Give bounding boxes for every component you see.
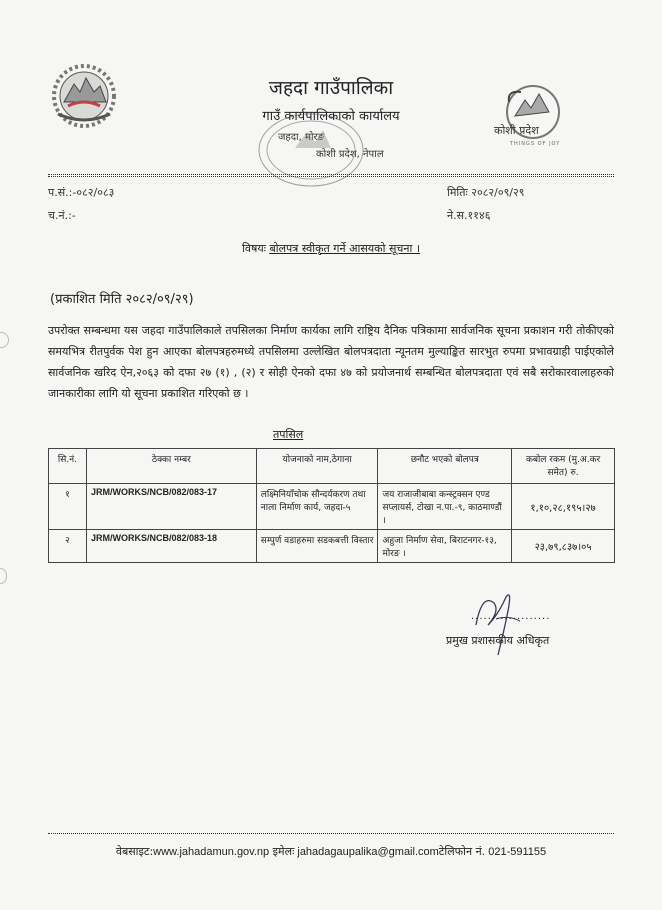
koshi-province-logo-icon [493, 82, 573, 150]
koshi-logo-subtext: THINGS OF JOY [510, 141, 561, 147]
footer-contact [0, 844, 662, 859]
header-amount: कबोल रकम (मु.अ.कर समेत) रु. [512, 449, 615, 484]
signature-line: ................... [471, 611, 551, 622]
row-contract: JRM/WORKS/NCB/082/083-17 [86, 484, 256, 530]
header-divider-secondary [48, 176, 614, 177]
paper-fold-mark [0, 568, 7, 584]
row-project: सम्पुर्ण वडाहरुमा सडकबत्ती विस्तार [256, 530, 378, 563]
row-contract: JRM/WORKS/NCB/082/083-18 [86, 530, 256, 563]
municipality-name: जहदा गाउँपालिका [268, 77, 394, 99]
subject-prefix: विषयः [242, 242, 266, 255]
table-row [49, 484, 615, 530]
office-address: जहदा, मोरङ [278, 132, 325, 143]
email-link[interactable]: jahadagaupalika@gmail.com [294, 846, 439, 858]
row-amount: १,१०,२८,१९५।२७ [512, 484, 615, 530]
issue-date: मितिः २०८२/०९/२९ [447, 186, 525, 199]
bid-table [48, 448, 615, 563]
row-project: लक्ष्मिनियाँचोक सौन्दर्यकरण तथा नाला निर्माण कार्य, जहदा-५ [256, 484, 378, 530]
dispatch-number: च.नं.:- [48, 209, 76, 222]
header-bidder: छनौट भएको बोलपत्र [378, 449, 512, 484]
header-project: योजनाको नाम,ठेगाना [256, 449, 378, 484]
table-header-row [49, 449, 615, 484]
koshi-logo-text: कोशी प्रदेश [494, 124, 539, 137]
signatory-title: प्रमुख प्रशासकीय अधिकृत [446, 634, 550, 647]
footer-divider [48, 833, 614, 834]
email-label: इमेलः [269, 845, 295, 858]
office-stamp-icon [255, 110, 367, 190]
signature-icon [468, 585, 528, 660]
phone-number: 021-591155 [485, 846, 547, 858]
office-name: गाउँ कार्यपालिकाको कार्यालय [262, 109, 400, 124]
phone-label: टेलिफोन नं. [438, 845, 486, 858]
row-bidder: जय राजाजीबाबा कन्स्ट्रक्सन एण्ड सप्लायर्स, टोखा न.पा.-९, काठमाण्डौं । [378, 484, 512, 530]
header-divider [48, 174, 614, 175]
table-row [49, 530, 615, 563]
header-sn: सि.नं. [49, 449, 87, 484]
reference-number: प.सं.:-०८२/०८३ [48, 186, 115, 199]
paper-fold-mark [0, 332, 9, 348]
published-date: (प्रकाशित मिति २०८२/०९/२९) [50, 292, 194, 307]
row-sn: १ [49, 484, 87, 530]
subject-text: बोलपत्र स्वीकृत गर्ने आसयको सूचना । [269, 242, 420, 255]
website-link[interactable]: www.jahadamun.gov.np [153, 846, 270, 858]
table-title: तपसिल [273, 428, 304, 441]
row-amount: २३,७९,८३७।०५ [512, 530, 615, 563]
nepal-sambat-number: ने.स.११४६ [447, 209, 491, 222]
row-bidder: अहुजा निर्माण सेवा, बिराटनगर-१३, मोरङ । [378, 530, 512, 563]
row-sn: २ [49, 530, 87, 563]
header-contract: ठेक्का नम्बर [86, 449, 256, 484]
province-country: कोशी प्रदेश, नेपाल [316, 149, 384, 160]
website-label: वेबसाइट: [115, 845, 154, 858]
notice-body: उपरोक्त सम्बन्धमा यस जहदा गाउँपालिकाले तपसिलका निर्माण कार्यका लागि राष्ट्रिय दैनिक पत्रिकामा सार्वजनिक सूचना प्रकाशन गरी तोकीएको समयभित्र रीतपुर्वक पेश हुन आएका बोलपत्रहरुमध्ये तपसिलमा उल्लेखित बोलपत्रदाता न्यूनतम मुल्याङ्कित सारभुत रुपमा प्रभावग्राही पाईएकोले सार्वजनिक खरिद ऐन,२०६३ को दफा २७ (१) , (२) र सोही ऐनको दफा ४७ को प्रयोजनार्थ सम्बन्धित बोलपत्रदाता एवं सबै सरोकारवालाहरुको जानकारीका लागि यो सूचना प्रकाशित गरिएको छ । [48, 324, 614, 400]
subject-line [0, 241, 662, 256]
